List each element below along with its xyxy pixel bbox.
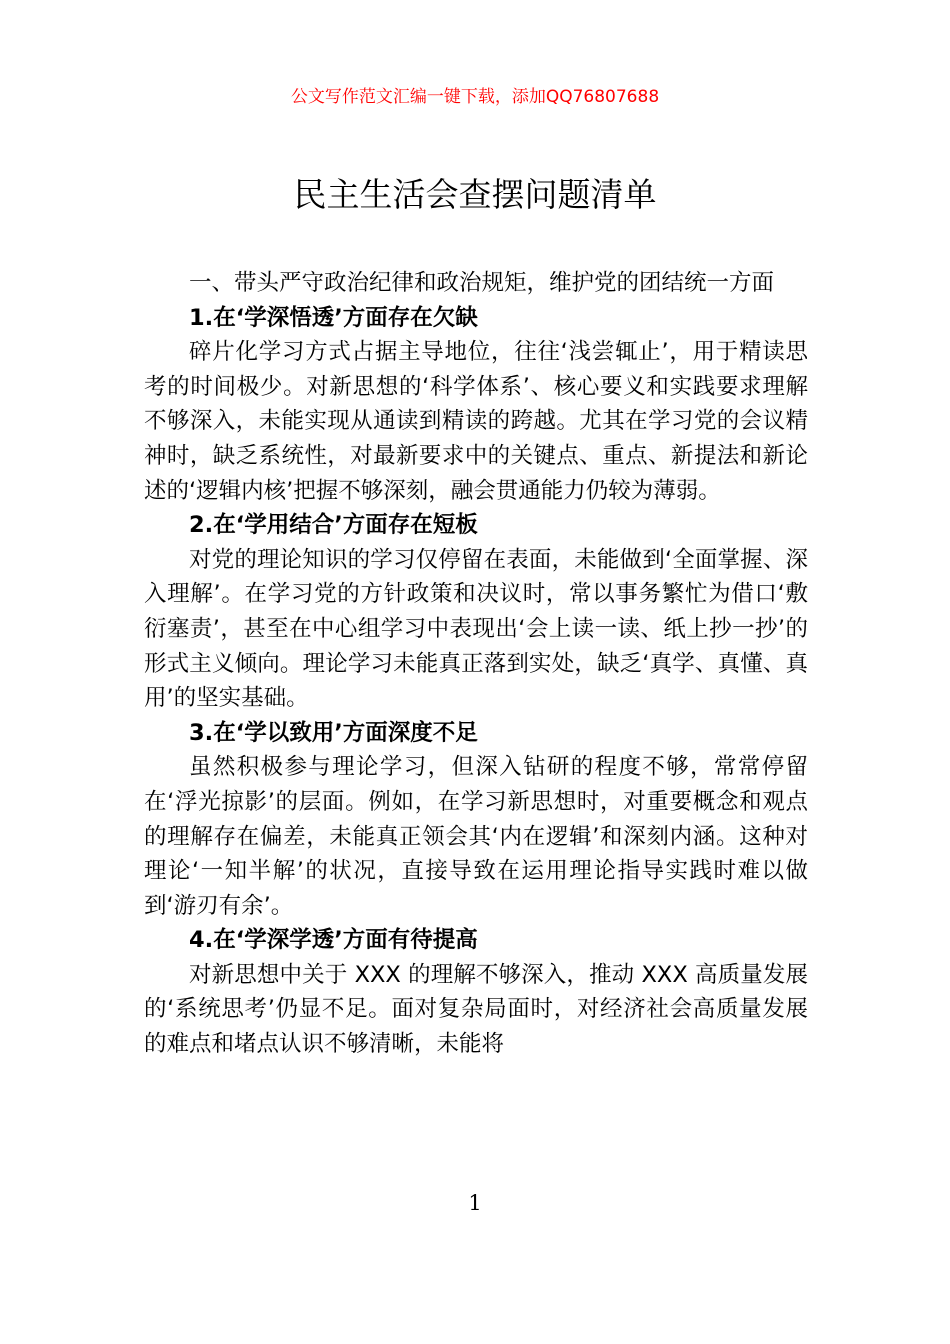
download-banner: 公文写作范文汇编一键下载，添加QQ76807688 [290, 87, 660, 107]
item-heading: 4.在‘学深学透’方面有待提高 [189, 927, 478, 954]
item-body: 虽然积极参与理论学习，但深入钻研的程度不够，常常停留在‘浮光掠影’的层面。例如，在学习新思想时，对重要概念和观点的理解存在偏差，未能真正领会其‘内在逻辑’和深刻内涵。这种对理论‘一知半解’的状况，直接导致在运用理论指导实践时难以做到‘游刃有余’。 [144, 754, 808, 919]
document-body [144, 266, 808, 1062]
item-body: 对新思想中关于 XXX 的理解不够深入，推动 XXX 高质量发展的‘系统思考’仍显不足。面对复杂局面时，对经济社会高质量发展的难点和堵点认识不够清晰，未能将 [144, 961, 808, 1058]
item-heading: 3.在‘学以致用’方面深度不足 [189, 719, 478, 746]
item-heading: 2.在‘学用结合’方面存在短板 [189, 512, 478, 539]
item-body: 对党的理论知识的学习仅停留在表面，未能做到‘全面掌握、深入理解’。在学习党的方针政策和决议时，常以事务繁忙为借口‘敷衍塞责’，甚至在中心组学习中表现出‘会上读一读、纸上抄一抄’的形式主义倾向。理论学习未能真正落到实处，缺乏‘真学、真懂、真用’的坚实基础。 [144, 546, 808, 712]
page-number: 1 [468, 1191, 482, 1215]
section-heading: 一、带头严守政治纪律和政治规矩，维护党的团结统一方面 [189, 270, 775, 296]
item-body: 碎片化学习方式占据主导地位，往往‘浅尝辄止’，用于精读思考的时间极少。对新思想的‘科学体系’、核心要义和实践要求理解不够深入，未能实现从通读到精读的跨越。尤其在学习党的会议精神时，缺乏系统性，对最新要求中的关键点、重点、新提法和新论述的‘逻辑内核’把握不够深刻，融会贯通能力仍较为薄弱。 [144, 339, 808, 504]
document-title: 民主生活会查摆问题清单 [293, 175, 657, 214]
item-heading: 1.在‘学深悟透’方面存在欠缺 [189, 304, 478, 331]
